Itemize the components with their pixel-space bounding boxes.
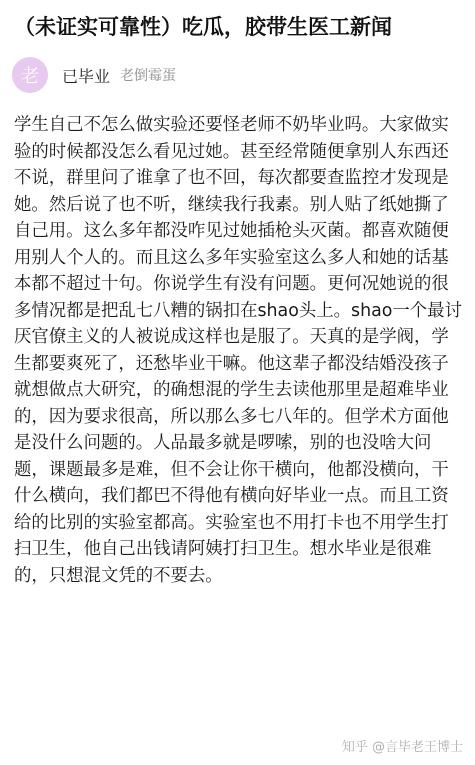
post-body: 学生自己不怎么做实验还要怪老师不奶毕业吗。大家做实验的时候都没怎么看见过她。甚至经常随便拿别人东西还不说，群里问了谁拿了也不回，每次都要查监控才发现是她。然后说了也不听，继续我行我素。别人贴了纸她撕了自己用。这么多年都没咋见过她插枪头灭菌。都喜欢随便用别人个人的。而且这么多年实验室这么多人和她的话基本都不超过十句。你说学生有没有问题。更何况她说的很多情况都是把乱七八糟的锅扣在shao头上。shao一个最讨厌官僚主义的人被说成这样也是服了。天真的是学阀，学生都要爽死了，还愁毕业干嘛。他这辈子都没结婚没孩子就想做点大研究，的确想混的学生去读他那里是超难毕业的，因为要求很高，所以那么多七八年的。但学术方面他是没什么问题的。人品最多就是啰嗦，别的也没啥大问题，课题最多是难，但不会让你干横向，他都没横向，干什么横向，我们都巴不得他有横向好毕业一点。而且工资给的比别的实验室都高。实验室也不用打卡也不用学生打扫卫生，他自己出钱请阿姨打扫卫生。想水毕业是很难的，只想混文凭的不要去。 bbox=[14, 115, 462, 586]
watermark: 知乎 @言毕老王博士 bbox=[341, 740, 463, 755]
author-bio: 老倒霉蛋 bbox=[120, 68, 177, 84]
post-title: （未证实可靠性）吃瓜，胶带生医工新闻 bbox=[14, 15, 392, 39]
author-row[interactable] bbox=[12, 56, 176, 94]
avatar[interactable]: 老 bbox=[12, 57, 48, 93]
author-name[interactable]: 已毕业 bbox=[62, 66, 111, 86]
